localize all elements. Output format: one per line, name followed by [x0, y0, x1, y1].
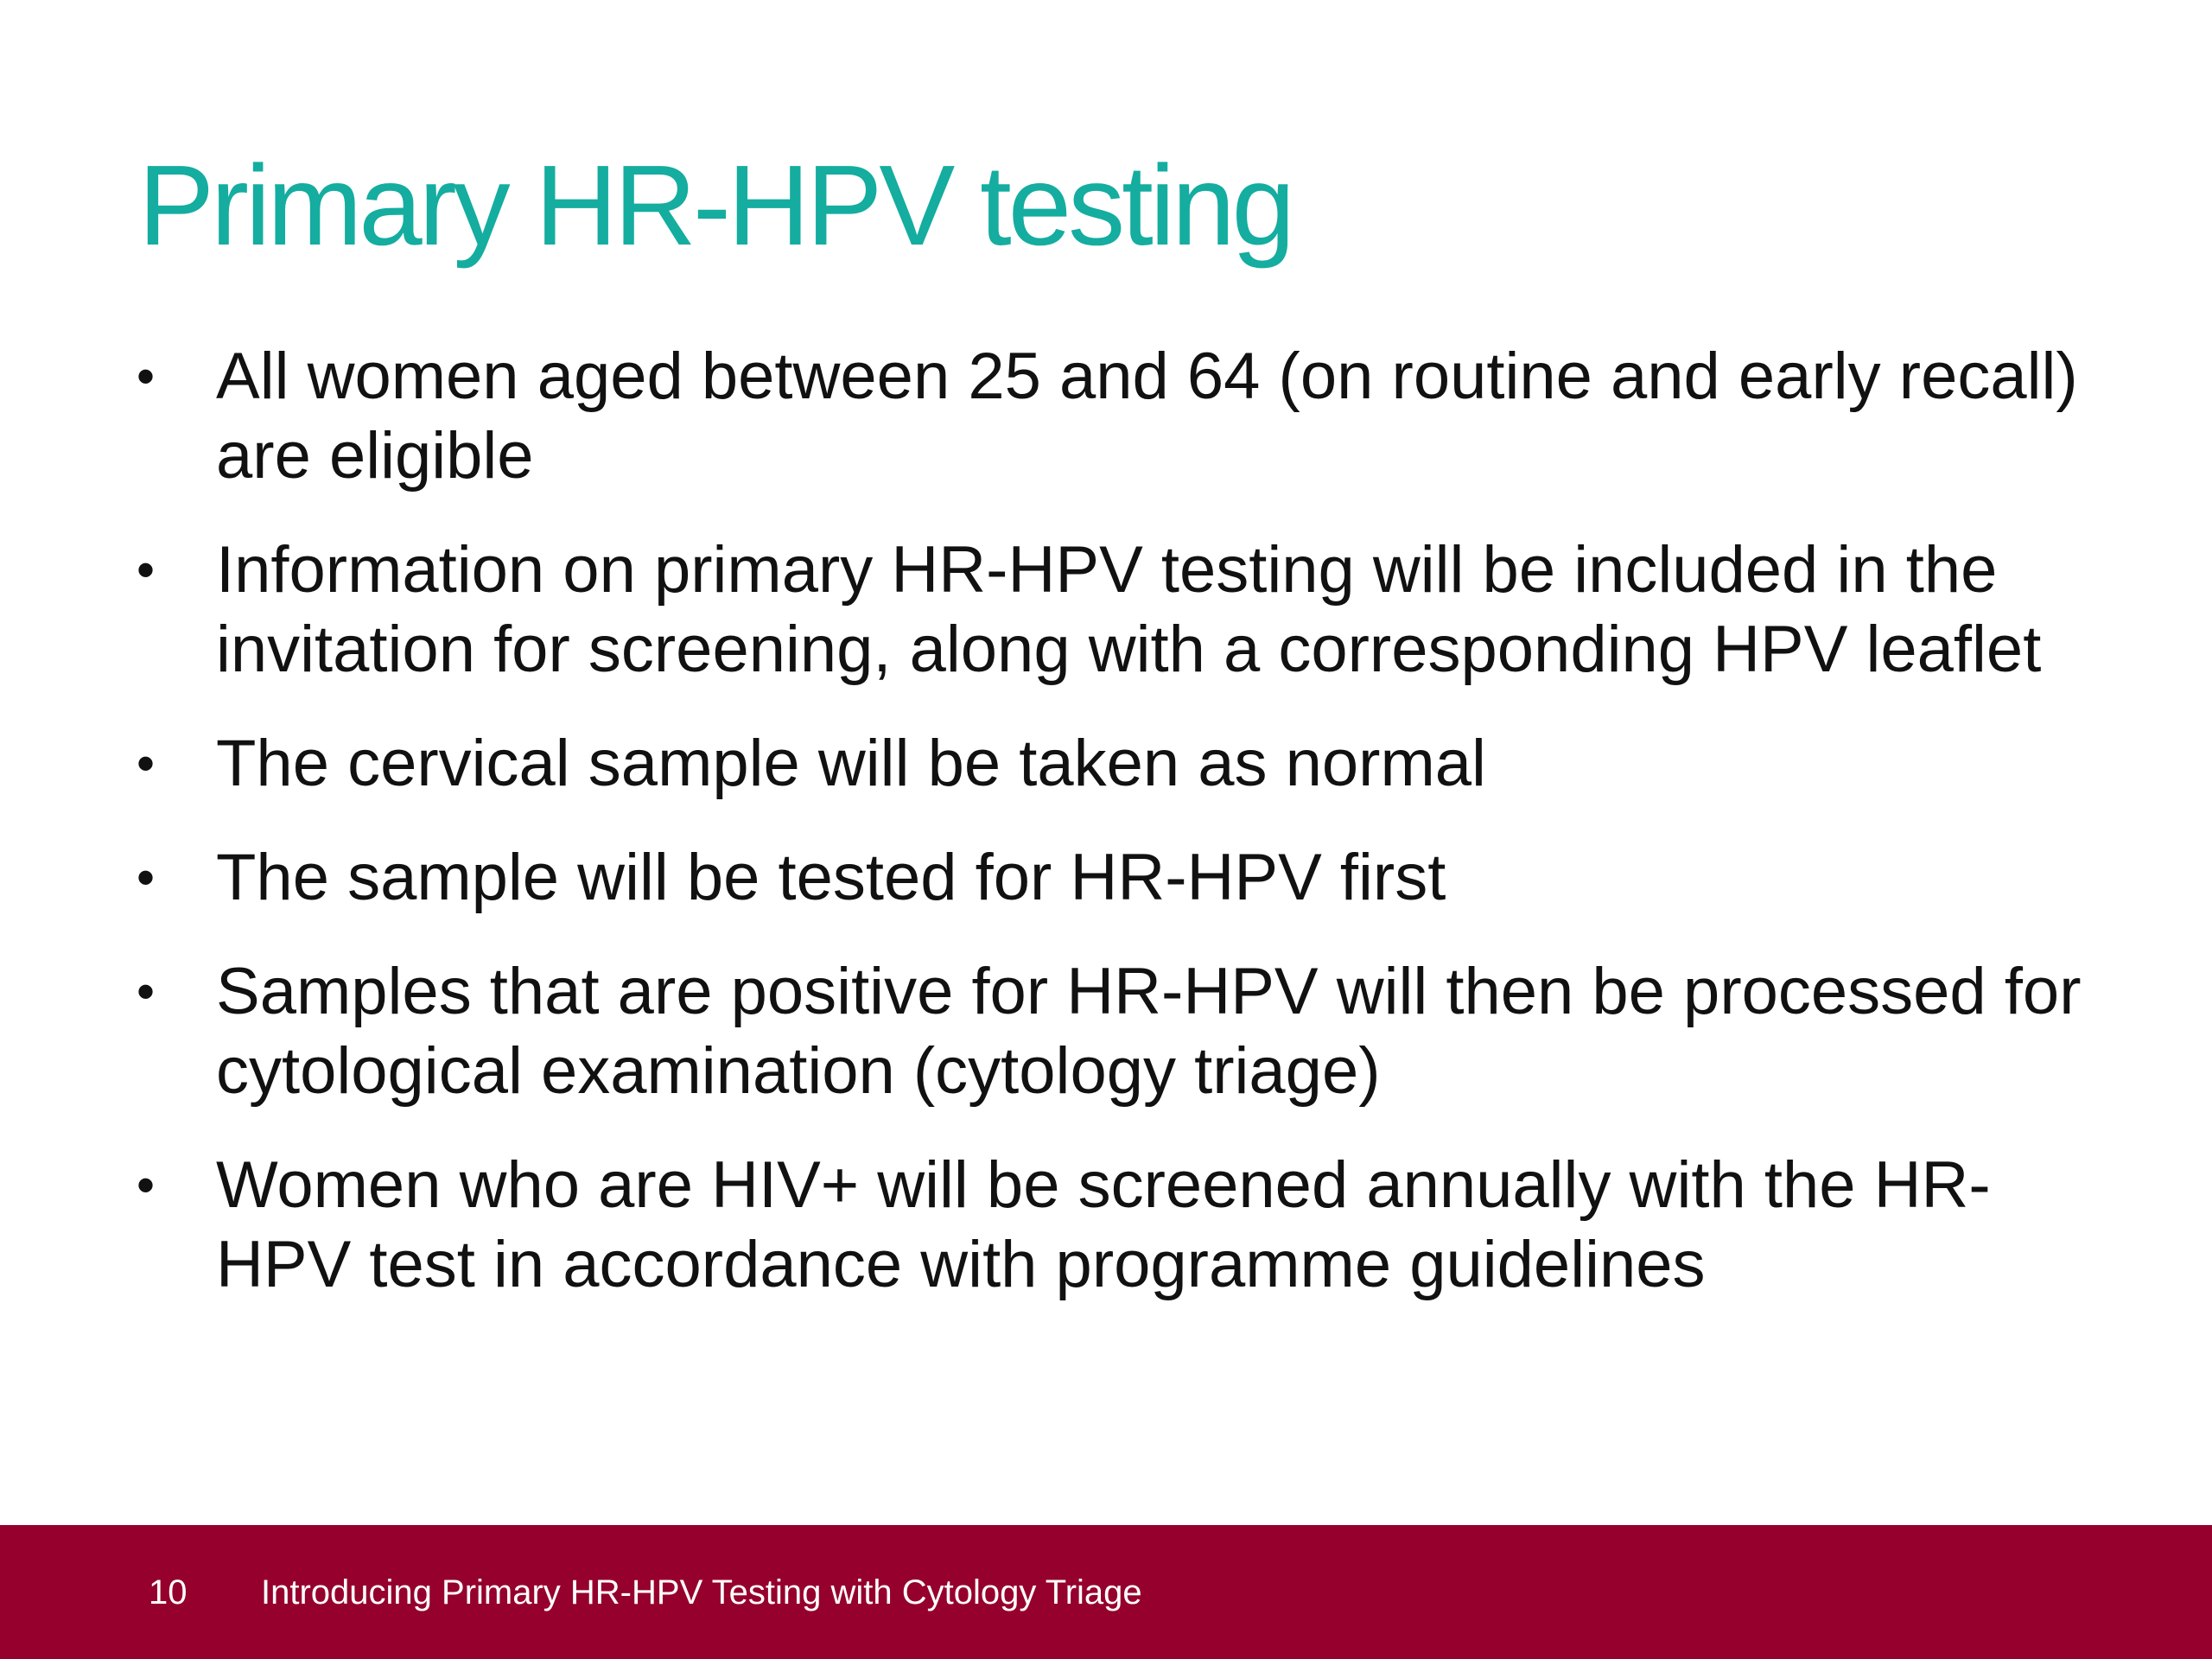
bullet-icon: •	[137, 541, 156, 599]
bullet-item	[130, 724, 2117, 804]
slide-title: Primary HR-HPV testing	[138, 142, 1292, 269]
bullet-list	[130, 337, 2117, 1339]
bullet-icon: •	[137, 963, 156, 1020]
bullet-item	[130, 337, 2117, 496]
bullet-text: Samples that are positive for HR-HPV will then be processed for cytological examination (cytology triage)	[216, 955, 2082, 1108]
bullet-icon: •	[137, 1156, 156, 1214]
bullet-text: The cervical sample will be taken as normal	[216, 727, 1486, 800]
bullet-text: All women aged between 25 and 64 (on routine and early recall) are eligible	[216, 340, 2078, 493]
bullet-item	[130, 952, 2117, 1111]
bullet-icon: •	[137, 347, 156, 405]
footer-bar	[0, 1525, 2212, 1659]
bullet-item	[130, 1146, 2117, 1305]
bullet-text: The sample will be tested for HR-HPV first	[216, 841, 1446, 914]
bullet-item	[130, 531, 2117, 690]
bullet-item	[130, 838, 2117, 918]
bullet-icon: •	[137, 734, 156, 792]
bullet-text: Information on primary HR-HPV testing will be included in the invitation for screening, along with a corresponding HPV leaflet	[216, 533, 2042, 686]
bullet-text: Women who are HIV+ will be screened annually with the HR-HPV test in accordance with programme guidelines	[216, 1148, 1991, 1301]
page-number: 10	[149, 1573, 188, 1611]
footer-text: Introducing Primary HR-HPV Testing with Cytology Triage	[261, 1573, 1142, 1611]
bullet-icon: •	[137, 849, 156, 906]
